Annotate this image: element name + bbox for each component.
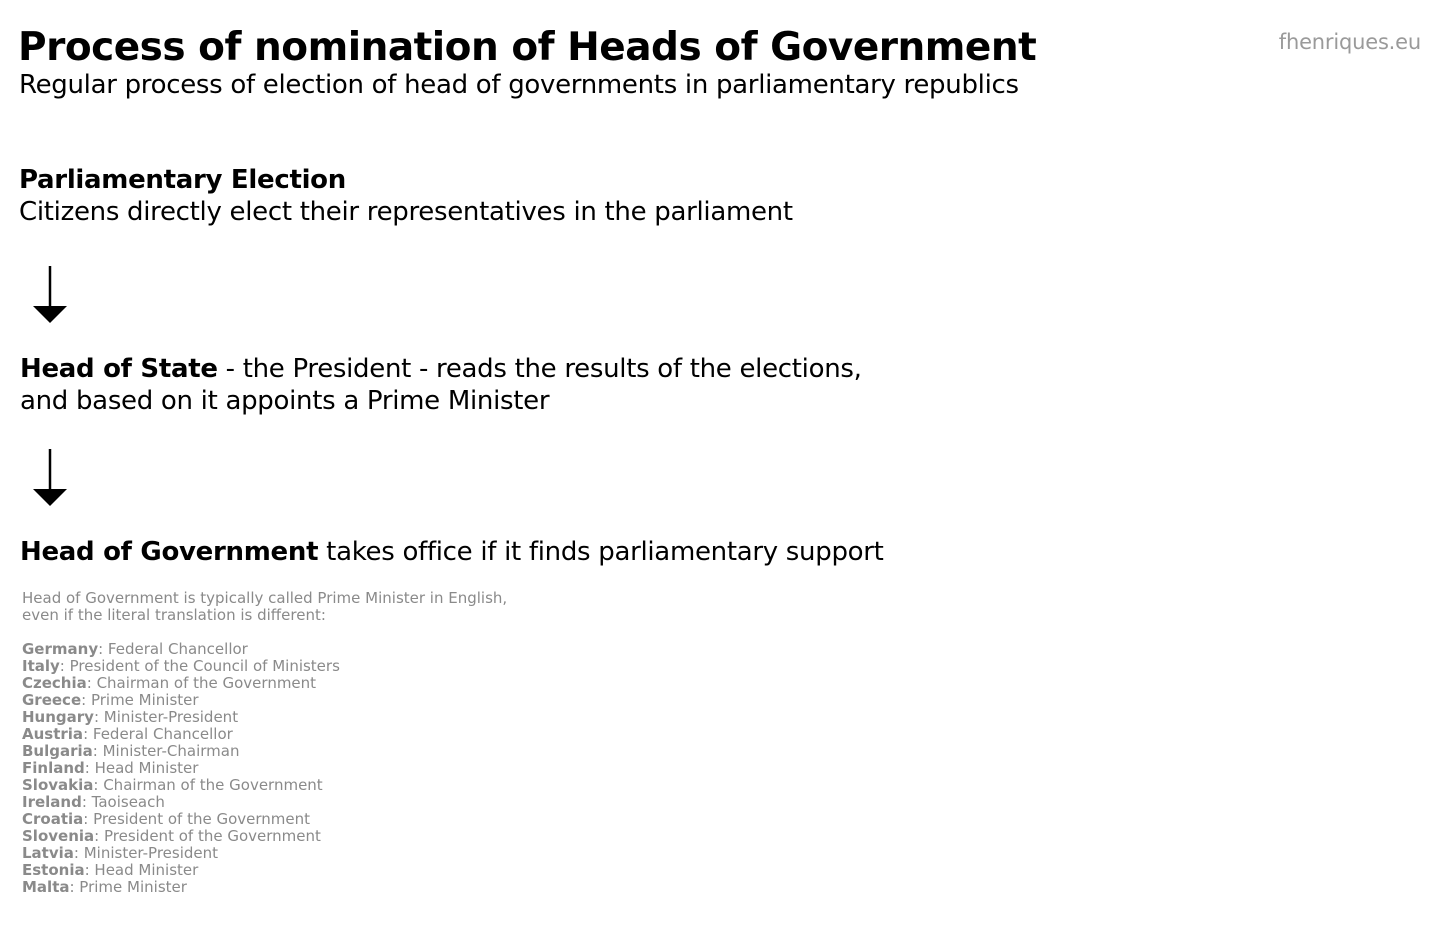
country-title: : President of the Government xyxy=(83,810,310,828)
list-item xyxy=(22,641,507,658)
step-description: takes office if it finds parliamentary support xyxy=(318,537,884,567)
list-item xyxy=(22,658,507,675)
step-description: and based on it appoints a Prime Minister xyxy=(20,386,550,416)
list-item xyxy=(22,692,507,709)
country-title: : Minister-President xyxy=(93,708,239,726)
list-item xyxy=(22,675,507,692)
footnote-line: Head of Government is typically called Prime Minister in English, xyxy=(22,589,508,607)
country-name: Slovenia xyxy=(22,827,95,845)
step-title: Head of Government xyxy=(20,537,319,567)
country-title: : Head Minister xyxy=(84,861,199,879)
step-title: Head of State xyxy=(20,354,218,384)
country-name: Malta xyxy=(22,878,70,896)
country-name: Finland xyxy=(22,759,85,777)
page-subtitle: Regular process of election of head of governments in parliamentary republics xyxy=(19,70,1019,100)
list-item xyxy=(22,743,507,760)
page-title: Process of nomination of Heads of Government xyxy=(18,25,1037,70)
country-title: : Taoiseach xyxy=(81,793,165,811)
step-head-of-government xyxy=(20,536,884,568)
list-item xyxy=(22,760,507,777)
country-title: : Minister-Chairman xyxy=(92,742,240,760)
country-title: : Prime Minister xyxy=(69,878,187,896)
footnote-line: even if the literal translation is different: xyxy=(22,606,326,624)
list-item xyxy=(22,879,507,896)
country-title: : President of the Government xyxy=(94,827,321,845)
list-item xyxy=(22,828,507,845)
country-name: Austria xyxy=(22,725,84,743)
country-title: : Minister-President xyxy=(73,844,219,862)
down-arrow-icon xyxy=(32,266,68,324)
country-name: Italy xyxy=(22,657,60,675)
list-item xyxy=(22,726,507,743)
country-name: Germany xyxy=(22,640,99,658)
country-title: : Federal Chancellor xyxy=(83,725,233,743)
step-description: - the President - reads the results of the elections, xyxy=(217,354,862,384)
country-name: Croatia xyxy=(22,810,84,828)
spacer xyxy=(22,624,507,641)
site-watermark: fhenriques.eu xyxy=(1278,30,1421,54)
step-description: Citizens directly elect their representatives in the parliament xyxy=(19,197,793,227)
country-name: Estonia xyxy=(22,861,85,879)
list-item xyxy=(22,862,507,879)
step-head-of-state xyxy=(20,353,862,417)
country-title: : Chairman of the Government xyxy=(86,674,317,692)
country-title: : Prime Minister xyxy=(81,691,199,709)
country-title: : Federal Chancellor xyxy=(98,640,248,658)
country-name: Ireland xyxy=(22,793,82,811)
list-item xyxy=(22,811,507,828)
list-item xyxy=(22,794,507,811)
list-item xyxy=(22,709,507,726)
footnote xyxy=(22,590,507,896)
country-title: : President of the Council of Ministers xyxy=(59,657,340,675)
country-name: Bulgaria xyxy=(22,742,93,760)
country-name: Greece xyxy=(22,691,82,709)
country-name: Czechia xyxy=(22,674,87,692)
step-title: Parliamentary Election xyxy=(19,165,346,195)
country-list xyxy=(22,641,507,896)
country-title: : Chairman of the Government xyxy=(93,776,323,794)
country-name: Latvia xyxy=(22,844,74,862)
list-item xyxy=(22,845,507,862)
step-parliamentary-election xyxy=(19,164,793,228)
down-arrow-icon xyxy=(32,449,68,507)
step-line xyxy=(20,353,862,385)
country-name: Hungary xyxy=(22,708,94,726)
country-title: : Head Minister xyxy=(84,759,199,777)
list-item xyxy=(22,777,507,794)
country-name: Slovakia xyxy=(22,776,94,794)
